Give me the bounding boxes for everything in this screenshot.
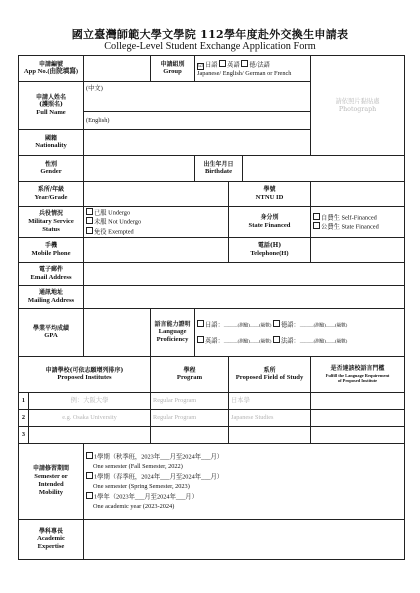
photo-label-en: Photograph: [338, 105, 377, 113]
row-number: 2: [19, 410, 29, 427]
program-cell[interactable]: [151, 427, 229, 444]
financed-options: 自費生 Self-Financed 公費生 State Financed: [311, 207, 405, 238]
language-french-checkbox[interactable]: [273, 336, 280, 343]
ntnu-id-label: 學號 NTNU ID: [229, 182, 311, 207]
mobility-label: 申請修習期間 Semester or Intended Mobility: [19, 444, 84, 520]
form-subtitle: College-Level Student Exchange Application Form: [104, 41, 316, 52]
expertise-label: 學科專長 Academic Expertise: [19, 520, 84, 560]
gpa-field[interactable]: [84, 309, 151, 357]
program-cell[interactable]: Regular Program: [151, 410, 229, 427]
language-label: 語言能力證明 Language Proficiency: [151, 309, 195, 357]
photo-label-zh: 請依照片黏貼處: [335, 97, 380, 105]
financed-label: 身分別 State Financed: [229, 207, 311, 238]
fulfill-header: 是否達該校語言門檻 Fulfill the Language Requirement of Proposed Institute: [311, 357, 405, 393]
group-german-french-checkbox[interactable]: [241, 60, 248, 67]
nationality-label: 國籍 Nationality: [19, 130, 84, 156]
field-cell[interactable]: 日本學: [229, 393, 311, 410]
fulfill-cell[interactable]: [311, 410, 405, 427]
name-label: 申請人姓名 (護照名) Full Name: [19, 82, 84, 130]
gender-label: 性別 Gender: [19, 156, 84, 182]
gpa-label: 學業平均成績 GPA: [19, 309, 84, 357]
language-japanese-checkbox[interactable]: [197, 320, 204, 327]
year-grade-label: 系所/年級 Year/Grade: [19, 182, 84, 207]
group-label: 申請組別 Group: [151, 56, 195, 82]
military-label: 兵役情況 Military Service Status: [19, 207, 84, 238]
mobility-spring-checkbox[interactable]: [86, 472, 93, 479]
field-header: 系所 Proposed Field of Study: [229, 357, 311, 393]
birthdate-label: 出生年月日 Birthdate: [195, 156, 243, 182]
language-options: 日語：______(測驗)____(級數) 德語：______(測驗)____(級數) 英語：______(測驗)____(級數) 法語：______(測驗)____(級數): [195, 309, 405, 357]
table-row: [19, 393, 405, 410]
year-grade-field[interactable]: [84, 182, 229, 207]
application-form: [18, 55, 405, 560]
name-chinese-field[interactable]: (中文): [84, 82, 311, 112]
mobility-options: 1學期（秋季班，2023年___月至2024年___月） One semester (Fall Semester, 2022) 1學期（春季班，2024年___月至2024年___月） One semester (Spring Semester, 2023) 1學年（2023年___月至2024年___月） One academic year (2023-2024): [84, 444, 405, 520]
state-financed-checkbox[interactable]: [313, 222, 320, 229]
telephone-field[interactable]: [311, 238, 405, 263]
military-options: 已服 Undergo 未服 Not Undergo 免役 Exempted: [84, 207, 229, 238]
language-german-checkbox[interactable]: [273, 320, 280, 327]
fulfill-cell[interactable]: [311, 393, 405, 410]
gender-field[interactable]: [84, 156, 195, 182]
program-cell[interactable]: Regular Program: [151, 393, 229, 410]
group-english-checkbox[interactable]: [219, 60, 226, 67]
nationality-field[interactable]: [84, 130, 311, 156]
row-number: 3: [19, 427, 29, 444]
telephone-label: 電話(H) Telephone(H): [229, 238, 311, 263]
expertise-field[interactable]: [84, 520, 405, 560]
form-title: 國立臺灣師範大學文學院 112學年度赴外交換生申請表: [71, 28, 349, 41]
self-financed-checkbox[interactable]: [313, 213, 320, 220]
photo-box[interactable]: [311, 56, 405, 156]
mobile-label: 手機 Mobile Phone: [19, 238, 84, 263]
military-exempted-checkbox[interactable]: [86, 227, 93, 234]
mailing-label: 通訊地址 Mailing Address: [19, 286, 84, 309]
group-japanese-checkbox[interactable]: ☑: [198, 63, 203, 69]
table-row: [19, 410, 405, 427]
table-row: [19, 427, 405, 444]
field-cell[interactable]: [229, 427, 311, 444]
ntnu-id-field[interactable]: [311, 182, 405, 207]
field-cell[interactable]: Japanese Studies: [229, 410, 311, 427]
email-field[interactable]: [84, 263, 405, 286]
mobility-fall-checkbox[interactable]: [86, 452, 93, 459]
app-no-field[interactable]: [84, 56, 151, 82]
institute-cell[interactable]: [29, 427, 151, 444]
row-number: 1: [19, 393, 29, 410]
fulfill-cell[interactable]: [311, 427, 405, 444]
email-label: 電子郵件 Email Address: [19, 263, 84, 286]
institutes-header: 申請學校(可依志願增列排序) Proposed Institutes: [19, 357, 151, 393]
military-not-undergo-checkbox[interactable]: [86, 217, 93, 224]
language-english-checkbox[interactable]: [197, 336, 204, 343]
institute-cell[interactable]: 例：大阪大學: [29, 393, 151, 410]
institute-cell[interactable]: e.g. Osaka University: [29, 410, 151, 427]
program-header: 學程 Program: [151, 357, 229, 393]
mobile-field[interactable]: [84, 238, 229, 263]
mailing-field[interactable]: [84, 286, 405, 309]
mobility-year-checkbox[interactable]: [86, 492, 93, 499]
group-options: ☑ 日語 英語 德/法語 Japanese/ English/ German or French: [195, 56, 311, 82]
birthdate-field[interactable]: [243, 156, 405, 182]
name-english-field[interactable]: (English): [84, 112, 311, 130]
military-undergo-checkbox[interactable]: [86, 208, 93, 215]
app-no-label: 申請編號 App No.(由院填寫): [19, 56, 84, 82]
